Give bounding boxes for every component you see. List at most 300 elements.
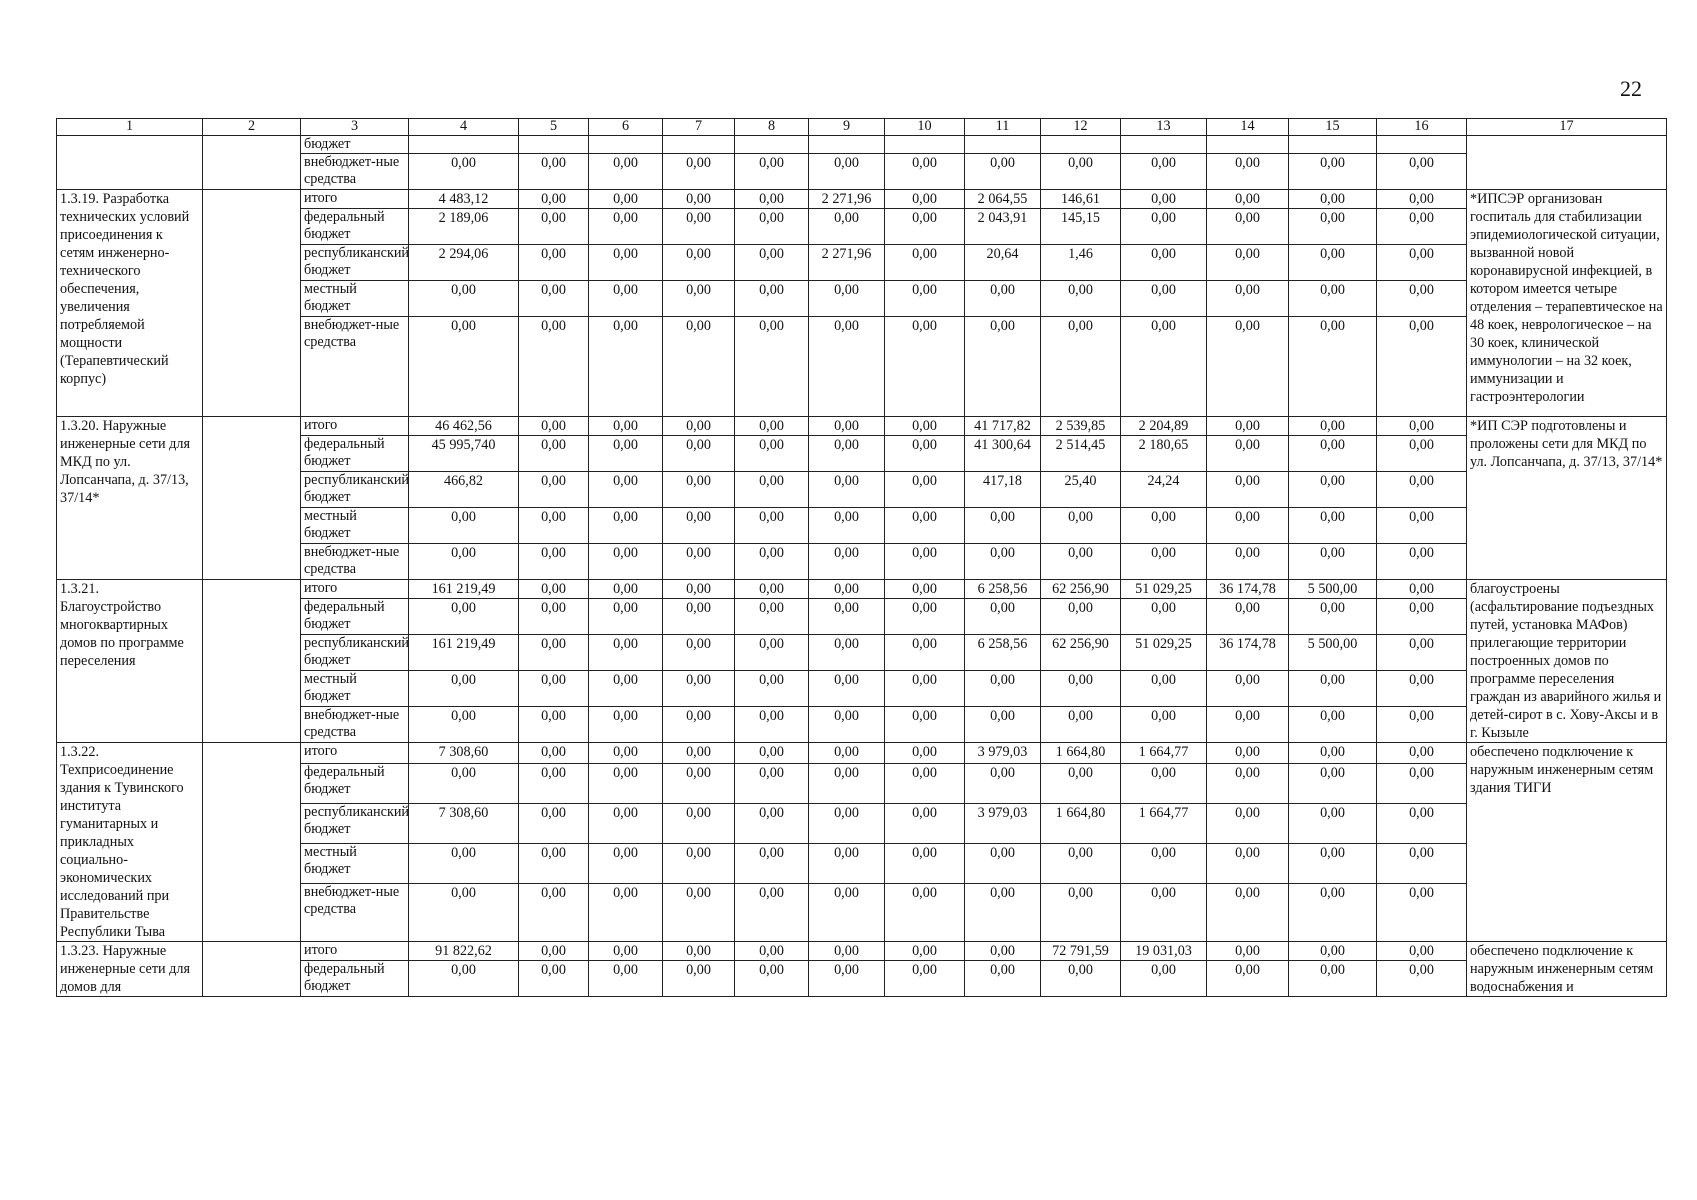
value-cell: 0,00 <box>885 884 965 942</box>
value-cell: 0,00 <box>589 245 663 281</box>
funding-source: федеральный бюджет <box>301 599 409 635</box>
funding-source: местный бюджет <box>301 671 409 707</box>
value-cell: 0,00 <box>965 961 1041 997</box>
value-cell: 0,00 <box>885 544 965 580</box>
value-cell: 19 031,03 <box>1121 942 1207 961</box>
value-cell: 0,00 <box>1289 844 1377 884</box>
value-cell: 0,00 <box>409 671 519 707</box>
value-cell: 0,00 <box>519 961 589 997</box>
value-cell: 417,18 <box>965 472 1041 508</box>
value-cell: 0,00 <box>809 472 885 508</box>
value-cell: 1 664,77 <box>1121 804 1207 844</box>
funding-source: внебюджет-ные средства <box>301 707 409 743</box>
value-cell: 41 300,64 <box>965 436 1041 472</box>
value-cell: 0,00 <box>885 671 965 707</box>
result-note: благоустроены (асфальтирование подъездных путей, установка МАФов) прилегающие территории построенных домов по программе переселения граждан из аварийного жилья и детей-сирот в с. Хову-Аксы и в г. Кызыле <box>1467 580 1667 743</box>
value-cell: 0,00 <box>1041 508 1121 544</box>
value-cell: 0,00 <box>1289 743 1377 764</box>
value-cell: 0,00 <box>409 884 519 942</box>
funding-source: федеральный бюджет <box>301 764 409 804</box>
value-cell: 0,00 <box>409 544 519 580</box>
result-note: обеспечено подключение к наружным инженерным сетям водоснабжения и <box>1467 942 1667 997</box>
value-cell: 0,00 <box>1041 599 1121 635</box>
value-cell <box>1289 136 1377 154</box>
value-cell: 0,00 <box>589 154 663 190</box>
value-cell: 0,00 <box>809 544 885 580</box>
value-cell: 161 219,49 <box>409 635 519 671</box>
column-header: 4 <box>409 119 519 136</box>
value-cell: 0,00 <box>1207 436 1289 472</box>
value-cell: 0,00 <box>1377 472 1467 508</box>
value-cell: 0,00 <box>409 764 519 804</box>
value-cell: 0,00 <box>809 942 885 961</box>
value-cell: 0,00 <box>809 209 885 245</box>
value-cell: 0,00 <box>885 417 965 436</box>
value-cell <box>663 136 735 154</box>
value-cell: 0,00 <box>409 317 519 417</box>
value-cell <box>409 136 519 154</box>
value-cell: 0,00 <box>1207 671 1289 707</box>
value-cell: 0,00 <box>1121 544 1207 580</box>
value-cell: 0,00 <box>519 508 589 544</box>
value-cell: 0,00 <box>663 508 735 544</box>
value-cell: 0,00 <box>1289 671 1377 707</box>
value-cell: 0,00 <box>1377 884 1467 942</box>
value-cell: 0,00 <box>1207 804 1289 844</box>
value-cell: 0,00 <box>409 707 519 743</box>
value-cell: 0,00 <box>1289 599 1377 635</box>
value-cell: 0,00 <box>965 884 1041 942</box>
column-header: 17 <box>1467 119 1667 136</box>
value-cell: 0,00 <box>1207 743 1289 764</box>
result-note: *ИП СЭР подготовлены и проложены сети для МКД по ул. Лопсанчапа, д. 37/13, 37/14* <box>1467 417 1667 580</box>
value-cell: 0,00 <box>519 317 589 417</box>
value-cell: 1 664,80 <box>1041 743 1121 764</box>
column-header: 1 <box>57 119 203 136</box>
funding-source: бюджет <box>301 136 409 154</box>
value-cell <box>1377 136 1467 154</box>
value-cell: 0,00 <box>589 417 663 436</box>
value-cell: 0,00 <box>885 580 965 599</box>
value-cell: 46 462,56 <box>409 417 519 436</box>
value-cell: 51 029,25 <box>1121 635 1207 671</box>
value-cell: 0,00 <box>965 707 1041 743</box>
value-cell: 0,00 <box>663 472 735 508</box>
value-cell <box>589 136 663 154</box>
value-cell: 0,00 <box>1289 317 1377 417</box>
program-label: 1.3.19. Разработка технических условий присоединения к сетям инженерно-технического обеспечения, увеличения потребляемой мощности (Терапевтический корпус) <box>57 190 203 417</box>
value-cell: 0,00 <box>1121 281 1207 317</box>
value-cell: 0,00 <box>1041 707 1121 743</box>
value-cell: 0,00 <box>1121 844 1207 884</box>
value-cell: 2 064,55 <box>965 190 1041 209</box>
value-cell: 0,00 <box>1041 884 1121 942</box>
value-cell: 0,00 <box>663 635 735 671</box>
value-cell: 4 483,12 <box>409 190 519 209</box>
value-cell: 0,00 <box>735 317 809 417</box>
value-cell: 0,00 <box>965 281 1041 317</box>
value-cell: 0,00 <box>1377 764 1467 804</box>
value-cell: 0,00 <box>735 707 809 743</box>
value-cell: 36 174,78 <box>1207 580 1289 599</box>
value-cell: 0,00 <box>965 317 1041 417</box>
value-cell: 0,00 <box>885 635 965 671</box>
value-cell: 0,00 <box>1289 209 1377 245</box>
column-header: 6 <box>589 119 663 136</box>
value-cell: 45 995,740 <box>409 436 519 472</box>
column-header: 15 <box>1289 119 1377 136</box>
value-cell: 0,00 <box>519 209 589 245</box>
value-cell: 0,00 <box>885 743 965 764</box>
value-cell: 0,00 <box>809 844 885 884</box>
value-cell: 0,00 <box>735 209 809 245</box>
value-cell: 0,00 <box>663 884 735 942</box>
column-header: 11 <box>965 119 1041 136</box>
value-cell: 0,00 <box>965 671 1041 707</box>
value-cell: 0,00 <box>1289 961 1377 997</box>
value-cell: 0,00 <box>1377 635 1467 671</box>
value-cell: 0,00 <box>965 942 1041 961</box>
value-cell: 0,00 <box>1207 544 1289 580</box>
value-cell: 0,00 <box>735 743 809 764</box>
value-cell: 0,00 <box>1041 154 1121 190</box>
value-cell: 0,00 <box>589 884 663 942</box>
value-cell <box>1207 136 1289 154</box>
value-cell: 0,00 <box>1377 190 1467 209</box>
value-cell: 0,00 <box>735 764 809 804</box>
value-cell: 0,00 <box>589 472 663 508</box>
value-cell: 0,00 <box>519 743 589 764</box>
value-cell <box>809 136 885 154</box>
value-cell: 0,00 <box>409 281 519 317</box>
value-cell: 1 664,77 <box>1121 743 1207 764</box>
value-cell: 0,00 <box>885 707 965 743</box>
table-row <box>57 580 1667 599</box>
value-cell: 0,00 <box>885 804 965 844</box>
value-cell: 0,00 <box>1289 245 1377 281</box>
value-cell: 0,00 <box>1121 599 1207 635</box>
funding-source: итого <box>301 743 409 764</box>
value-cell: 0,00 <box>809 317 885 417</box>
value-cell: 0,00 <box>589 961 663 997</box>
value-cell: 0,00 <box>735 961 809 997</box>
value-cell: 0,00 <box>809 580 885 599</box>
column-header: 16 <box>1377 119 1467 136</box>
value-cell: 0,00 <box>663 544 735 580</box>
value-cell: 161 219,49 <box>409 580 519 599</box>
value-cell: 0,00 <box>1121 317 1207 417</box>
value-cell: 0,00 <box>663 245 735 281</box>
value-cell: 0,00 <box>809 508 885 544</box>
value-cell: 0,00 <box>735 671 809 707</box>
value-cell: 0,00 <box>885 154 965 190</box>
value-cell: 0,00 <box>1121 190 1207 209</box>
funding-source: итого <box>301 417 409 436</box>
result-note: обеспечено подключение к наружным инженерным сетям здания ТИГИ <box>1467 743 1667 942</box>
value-cell: 0,00 <box>1207 317 1289 417</box>
value-cell: 0,00 <box>663 209 735 245</box>
value-cell: 0,00 <box>965 508 1041 544</box>
value-cell: 0,00 <box>663 154 735 190</box>
value-cell: 0,00 <box>589 281 663 317</box>
value-cell: 0,00 <box>589 580 663 599</box>
funding-source: внебюджет-ные средства <box>301 317 409 417</box>
value-cell: 0,00 <box>519 245 589 281</box>
value-cell: 0,00 <box>589 317 663 417</box>
value-cell: 0,00 <box>735 508 809 544</box>
value-cell: 0,00 <box>965 844 1041 884</box>
value-cell: 0,00 <box>519 544 589 580</box>
value-cell: 0,00 <box>1207 764 1289 804</box>
value-cell: 6 258,56 <box>965 580 1041 599</box>
value-cell: 0,00 <box>589 599 663 635</box>
value-cell: 0,00 <box>589 209 663 245</box>
value-cell: 2 189,06 <box>409 209 519 245</box>
value-cell: 0,00 <box>409 844 519 884</box>
value-cell: 0,00 <box>735 844 809 884</box>
value-cell: 0,00 <box>519 417 589 436</box>
value-cell: 0,00 <box>1207 472 1289 508</box>
value-cell: 0,00 <box>1377 804 1467 844</box>
value-cell: 0,00 <box>809 154 885 190</box>
value-cell: 0,00 <box>1207 508 1289 544</box>
value-cell: 62 256,90 <box>1041 580 1121 599</box>
value-cell: 0,00 <box>663 317 735 417</box>
value-cell: 0,00 <box>663 844 735 884</box>
value-cell: 0,00 <box>663 417 735 436</box>
column-header: 13 <box>1121 119 1207 136</box>
value-cell: 146,61 <box>1041 190 1121 209</box>
value-cell: 0,00 <box>965 544 1041 580</box>
value-cell: 0,00 <box>663 942 735 961</box>
value-cell: 0,00 <box>663 281 735 317</box>
value-cell: 0,00 <box>519 804 589 844</box>
value-cell: 0,00 <box>885 961 965 997</box>
funding-source: внебюджет-ные средства <box>301 884 409 942</box>
value-cell: 5 500,00 <box>1289 635 1377 671</box>
value-cell: 0,00 <box>1377 707 1467 743</box>
value-cell: 0,00 <box>663 190 735 209</box>
note-cell <box>1467 136 1667 190</box>
value-cell: 0,00 <box>409 508 519 544</box>
value-cell: 0,00 <box>1289 544 1377 580</box>
value-cell: 0,00 <box>1121 154 1207 190</box>
value-cell <box>1041 136 1121 154</box>
value-cell: 0,00 <box>1377 436 1467 472</box>
value-cell: 6 258,56 <box>965 635 1041 671</box>
value-cell: 0,00 <box>809 804 885 844</box>
value-cell: 0,00 <box>885 190 965 209</box>
value-cell: 0,00 <box>809 417 885 436</box>
value-cell: 41 717,82 <box>965 417 1041 436</box>
value-cell: 62 256,90 <box>1041 635 1121 671</box>
value-cell: 0,00 <box>1207 245 1289 281</box>
funding-source: республиканский бюджет <box>301 635 409 671</box>
table-row <box>57 417 1667 436</box>
funding-source: федеральный бюджет <box>301 436 409 472</box>
value-cell: 0,00 <box>1207 942 1289 961</box>
page-number: 22 <box>1620 76 1642 101</box>
value-cell: 0,00 <box>885 599 965 635</box>
value-cell: 0,00 <box>1377 743 1467 764</box>
value-cell: 0,00 <box>809 884 885 942</box>
column-header: 5 <box>519 119 589 136</box>
value-cell: 0,00 <box>589 671 663 707</box>
value-cell: 0,00 <box>735 281 809 317</box>
table-row <box>57 942 1667 961</box>
value-cell: 0,00 <box>1377 544 1467 580</box>
value-cell: 0,00 <box>809 671 885 707</box>
column-header: 12 <box>1041 119 1121 136</box>
value-cell: 2 271,96 <box>809 245 885 281</box>
value-cell: 0,00 <box>519 580 589 599</box>
value-cell: 0,00 <box>1121 884 1207 942</box>
value-cell: 145,15 <box>1041 209 1121 245</box>
value-cell: 0,00 <box>589 743 663 764</box>
value-cell: 0,00 <box>519 281 589 317</box>
value-cell: 0,00 <box>1121 961 1207 997</box>
funding-source: внебюджет-ные средства <box>301 544 409 580</box>
value-cell: 3 979,03 <box>965 743 1041 764</box>
value-cell: 0,00 <box>1289 436 1377 472</box>
value-cell: 25,40 <box>1041 472 1121 508</box>
empty-cell <box>203 417 301 580</box>
value-cell: 0,00 <box>519 942 589 961</box>
value-cell: 0,00 <box>1207 707 1289 743</box>
value-cell: 0,00 <box>1377 281 1467 317</box>
value-cell: 0,00 <box>1377 844 1467 884</box>
value-cell: 0,00 <box>885 472 965 508</box>
value-cell: 0,00 <box>519 599 589 635</box>
value-cell: 0,00 <box>589 544 663 580</box>
value-cell: 0,00 <box>735 190 809 209</box>
value-cell <box>965 136 1041 154</box>
value-cell: 0,00 <box>1377 671 1467 707</box>
value-cell: 0,00 <box>589 190 663 209</box>
table-row <box>57 190 1667 209</box>
value-cell: 0,00 <box>735 804 809 844</box>
value-cell: 0,00 <box>663 580 735 599</box>
value-cell: 0,00 <box>1289 472 1377 508</box>
value-cell: 0,00 <box>1377 599 1467 635</box>
value-cell: 0,00 <box>589 707 663 743</box>
value-cell: 0,00 <box>1207 961 1289 997</box>
value-cell: 0,00 <box>1121 671 1207 707</box>
value-cell: 2 271,96 <box>809 190 885 209</box>
value-cell: 0,00 <box>885 436 965 472</box>
value-cell <box>885 136 965 154</box>
value-cell: 0,00 <box>589 942 663 961</box>
value-cell: 0,00 <box>735 154 809 190</box>
value-cell <box>735 136 809 154</box>
value-cell: 0,00 <box>1121 209 1207 245</box>
value-cell: 0,00 <box>1377 942 1467 961</box>
value-cell: 0,00 <box>1289 281 1377 317</box>
value-cell: 0,00 <box>1289 764 1377 804</box>
funding-source: итого <box>301 942 409 961</box>
value-cell: 0,00 <box>589 804 663 844</box>
value-cell: 0,00 <box>1121 508 1207 544</box>
value-cell: 0,00 <box>1289 884 1377 942</box>
value-cell: 51 029,25 <box>1121 580 1207 599</box>
value-cell: 0,00 <box>885 508 965 544</box>
value-cell: 0,00 <box>735 635 809 671</box>
value-cell: 0,00 <box>809 635 885 671</box>
value-cell: 0,00 <box>1377 209 1467 245</box>
value-cell: 0,00 <box>1207 884 1289 942</box>
value-cell: 0,00 <box>885 245 965 281</box>
funding-source: местный бюджет <box>301 508 409 544</box>
value-cell: 0,00 <box>965 764 1041 804</box>
value-cell: 0,00 <box>589 635 663 671</box>
value-cell: 20,64 <box>965 245 1041 281</box>
value-cell: 0,00 <box>519 436 589 472</box>
value-cell: 0,00 <box>663 671 735 707</box>
value-cell: 0,00 <box>735 544 809 580</box>
value-cell: 0,00 <box>409 154 519 190</box>
program-label: 1.3.22. Техприсоединение здания к Тувинского института гуманитарных и прикладных социально-экономических исследований при Правительстве Республики Тыва <box>57 743 203 942</box>
funding-source: местный бюджет <box>301 281 409 317</box>
value-cell: 0,00 <box>735 580 809 599</box>
value-cell: 0,00 <box>519 671 589 707</box>
value-cell: 0,00 <box>735 942 809 961</box>
value-cell: 0,00 <box>1289 154 1377 190</box>
value-cell: 0,00 <box>735 599 809 635</box>
column-header: 7 <box>663 119 735 136</box>
value-cell: 2 180,65 <box>1121 436 1207 472</box>
value-cell: 0,00 <box>1207 281 1289 317</box>
column-header: 8 <box>735 119 809 136</box>
funding-source: внебюджет-ные средства <box>301 154 409 190</box>
value-cell: 0,00 <box>1377 154 1467 190</box>
value-cell: 0,00 <box>809 599 885 635</box>
empty-cell <box>203 136 301 190</box>
value-cell: 0,00 <box>735 472 809 508</box>
value-cell: 0,00 <box>885 942 965 961</box>
column-header: 3 <box>301 119 409 136</box>
empty-cell <box>203 942 301 997</box>
value-cell: 0,00 <box>1289 190 1377 209</box>
value-cell: 0,00 <box>1041 961 1121 997</box>
value-cell <box>519 136 589 154</box>
value-cell: 0,00 <box>1207 417 1289 436</box>
value-cell: 0,00 <box>663 599 735 635</box>
value-cell: 0,00 <box>1041 764 1121 804</box>
value-cell: 24,24 <box>1121 472 1207 508</box>
column-header: 2 <box>203 119 301 136</box>
value-cell: 0,00 <box>519 884 589 942</box>
value-cell <box>1121 136 1207 154</box>
value-cell: 0,00 <box>519 764 589 804</box>
value-cell: 0,00 <box>1041 317 1121 417</box>
value-cell: 0,00 <box>1207 190 1289 209</box>
value-cell: 2 539,85 <box>1041 417 1121 436</box>
value-cell: 7 308,60 <box>409 804 519 844</box>
value-cell: 0,00 <box>663 961 735 997</box>
funding-source: республиканский бюджет <box>301 804 409 844</box>
value-cell: 0,00 <box>589 764 663 804</box>
value-cell: 2 204,89 <box>1121 417 1207 436</box>
value-cell: 0,00 <box>1121 764 1207 804</box>
column-header: 14 <box>1207 119 1289 136</box>
result-note: *ИПСЭР организован госпиталь для стабилизации эпидемиологической ситуации, вызванной новой коронавирусной инфекцией, в котором имеется четыре отделения – терапевтическое на 48 коек, неврологическое – на 30 коек, клинической иммунологии – на 32 коек, иммунизации и гастроэнтерологии <box>1467 190 1667 417</box>
program-label: 1.3.23. Наружные инженерные сети для домов для <box>57 942 203 997</box>
value-cell: 0,00 <box>1121 245 1207 281</box>
value-cell: 0,00 <box>1377 508 1467 544</box>
value-cell: 0,00 <box>1207 154 1289 190</box>
value-cell: 0,00 <box>1289 942 1377 961</box>
funding-source: федеральный бюджет <box>301 961 409 997</box>
